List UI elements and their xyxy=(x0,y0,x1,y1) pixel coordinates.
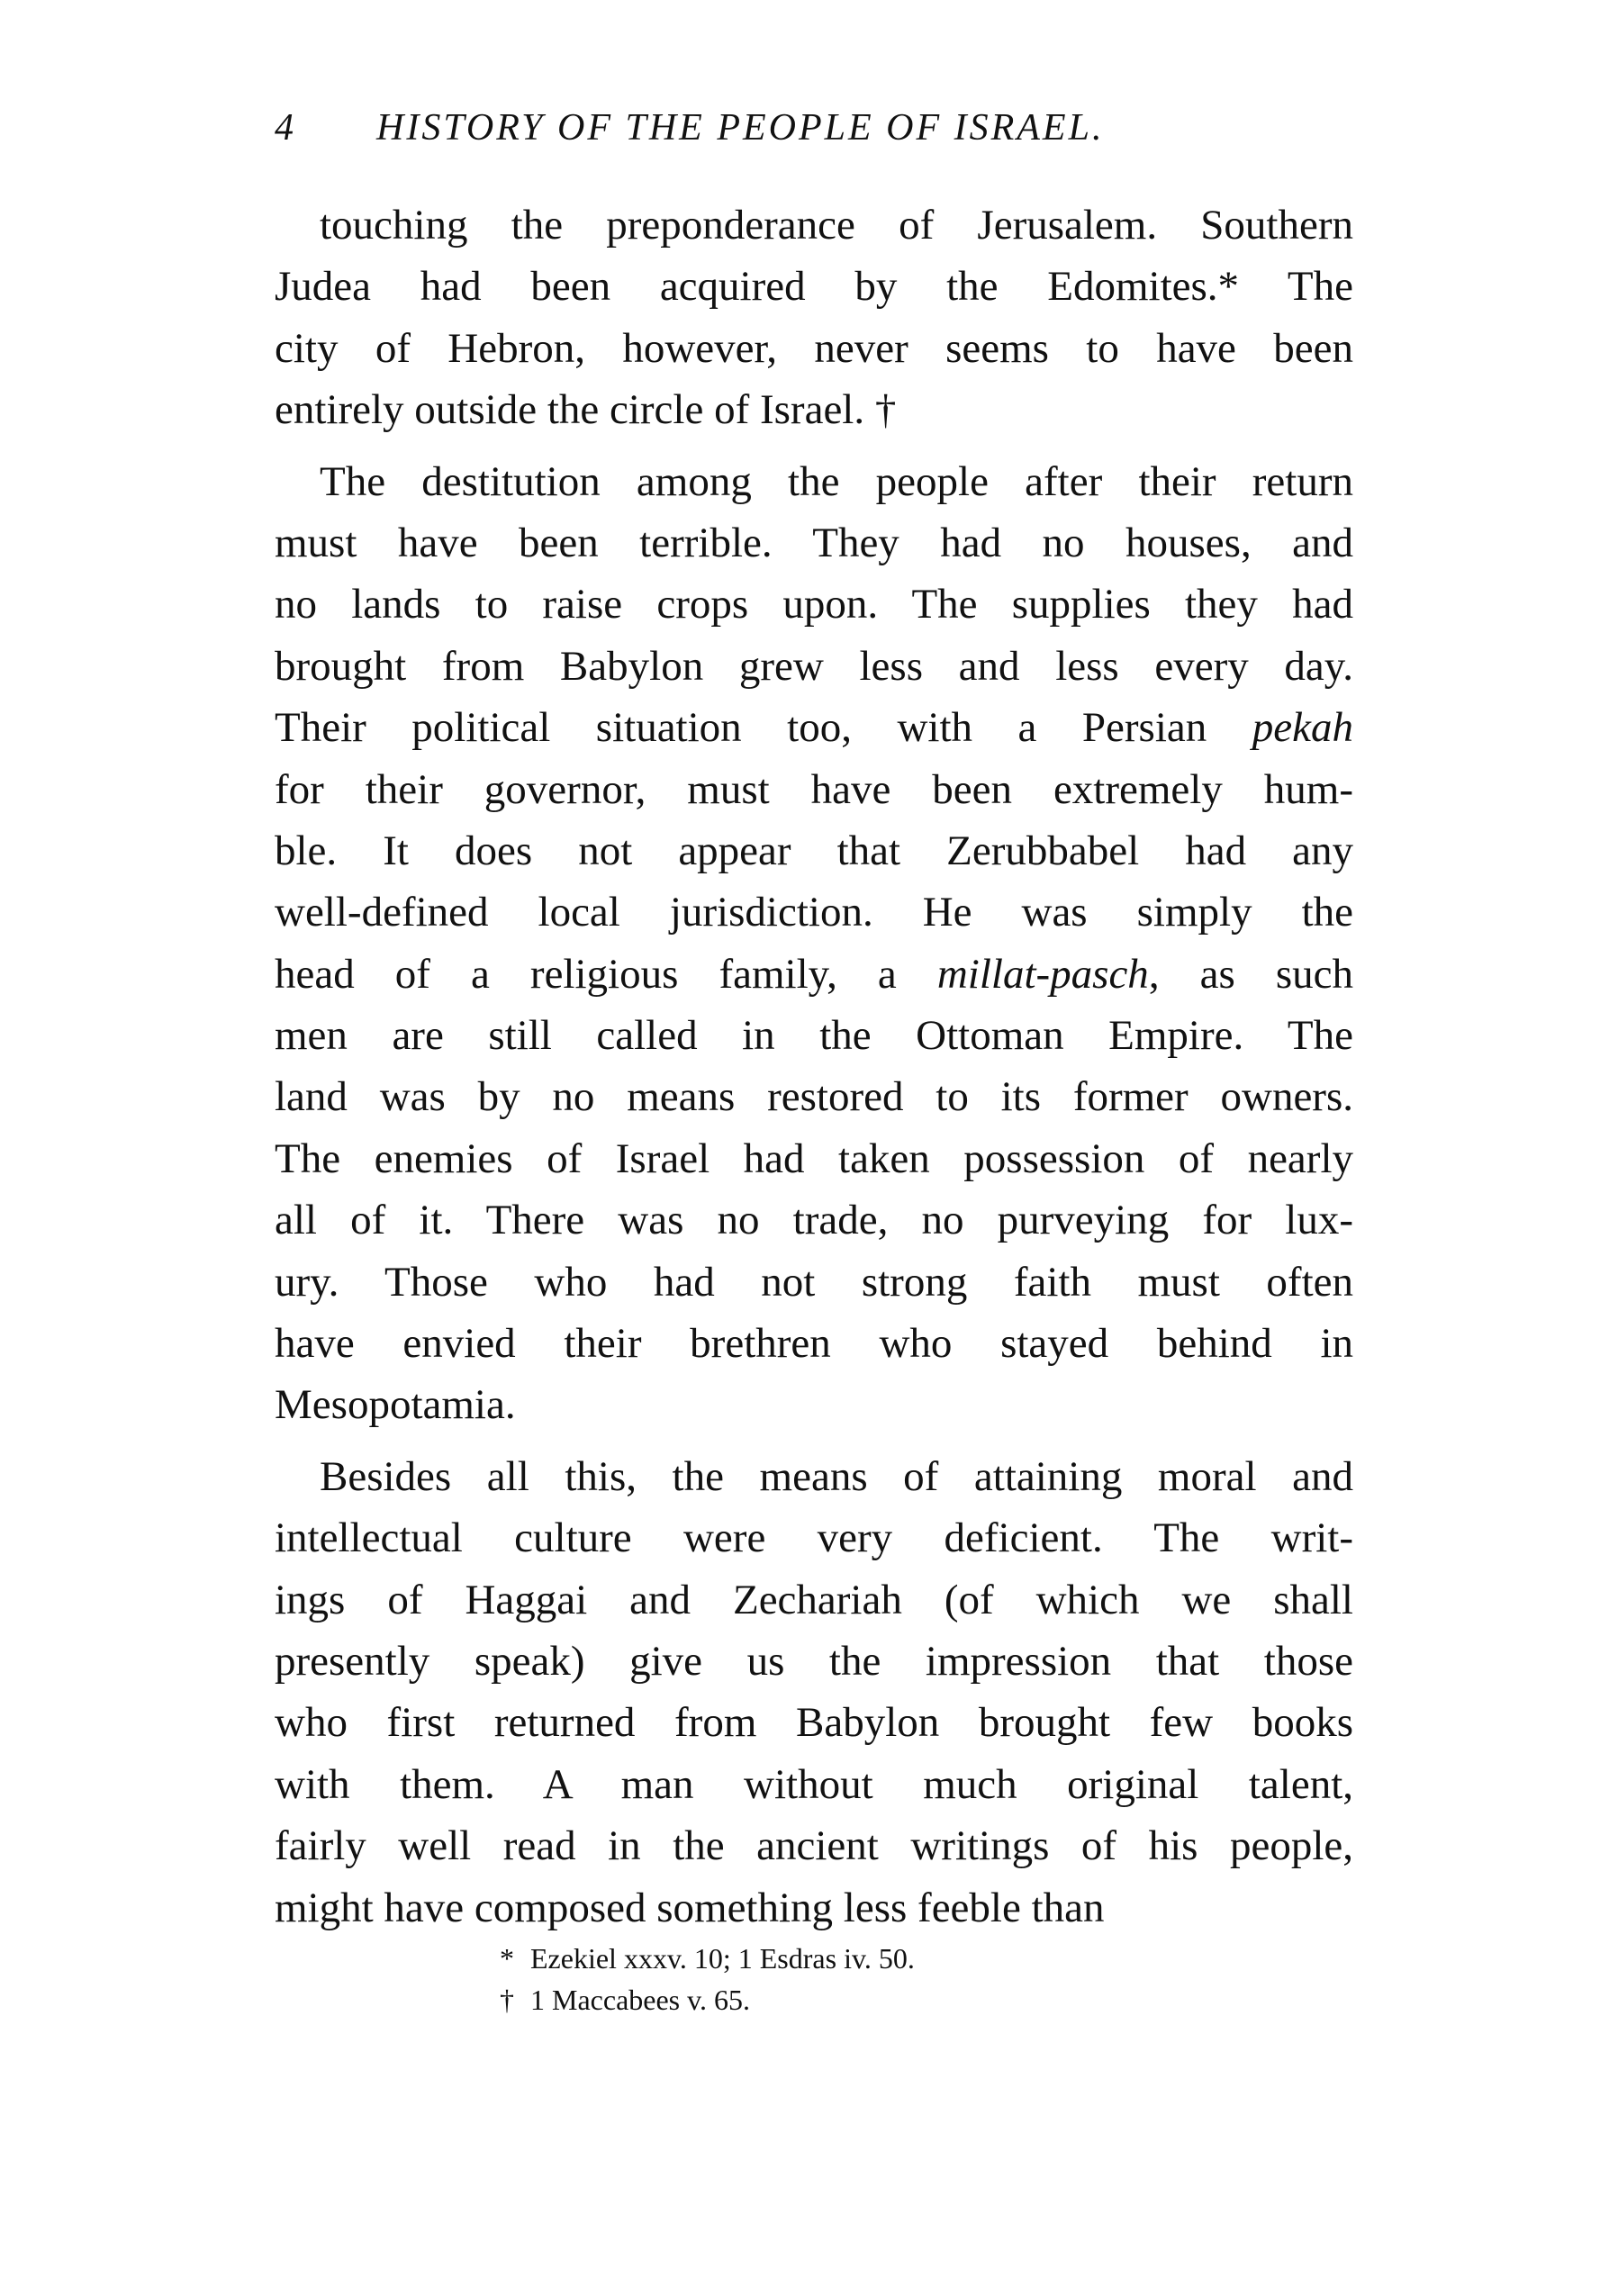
italic-term: pekah xyxy=(1252,704,1353,752)
text-line: men are still called in the Ottoman Empire. The xyxy=(275,1012,1353,1060)
footnote-text: Ezekiel xxxv. 10; 1 Esdras iv. 50. xyxy=(530,1942,915,1975)
footnote-mark: † xyxy=(500,1984,514,2016)
text-line: no lands to raise crops upon. The supplies they had xyxy=(275,581,1353,628)
text-line: Judea had been acquired by the Edomites.* The xyxy=(275,263,1353,311)
body-text xyxy=(275,194,1353,1939)
text-line: entirely outside the circle of Israel. † xyxy=(275,386,897,434)
footnote-mark: * xyxy=(500,1942,514,1975)
text-line: have envied their brethren who stayed behind in xyxy=(275,1320,1353,1368)
text-line: fairly well read in the ancient writings of his people, xyxy=(275,1822,1353,1870)
text-line: Mesopotamia. xyxy=(275,1381,516,1429)
text-line: ings of Haggai and Zechariah (of which we shall xyxy=(275,1576,1353,1623)
text-line: head of a religious family, a millat-pasch, as such xyxy=(275,950,1353,998)
italic-term: millat-pasch xyxy=(936,950,1149,998)
page-number: 4 xyxy=(275,107,294,149)
paragraph-2 xyxy=(275,451,1353,1436)
paragraph-1 xyxy=(275,194,1353,441)
footnote xyxy=(500,1979,1130,2020)
text-line: Besides all this, the means of attaining moral and xyxy=(320,1452,1353,1500)
text-line: Their political situation too, with a Persian pekah xyxy=(275,704,1353,752)
text-line: ble. It does not appear that Zerubbabel had any xyxy=(275,827,1353,874)
text-line: intellectual culture were very deficient. The writ- xyxy=(275,1514,1353,1562)
text-line: might have composed something less feeble than xyxy=(275,1884,1105,1931)
text-line: well-defined local jurisdiction. He was simply the xyxy=(275,889,1353,936)
footnote xyxy=(500,1938,1130,1979)
text-line: all of it. There was no trade, no purveying for lux- xyxy=(275,1197,1353,1244)
text-line: ury. Those who had not strong faith must often xyxy=(275,1258,1353,1306)
text-line: touching the preponderance of Jerusalem. Southern xyxy=(320,202,1353,249)
text-line: The enemies of Israel had taken possession of nearly xyxy=(275,1134,1353,1182)
footnotes xyxy=(500,1938,1130,2020)
text-line: with them. A man without much original talent, xyxy=(275,1760,1353,1808)
footnote-text: 1 Maccabees v. 65. xyxy=(530,1984,751,2016)
text-line: The destitution among the people after their return xyxy=(320,457,1353,505)
text-line: must have been terrible. They had no houses, and xyxy=(275,519,1353,566)
text-line: land was by no means restored to its former owners. xyxy=(275,1073,1353,1121)
text-line: who first returned from Babylon brought few books xyxy=(275,1699,1353,1747)
running-head: HISTORY OF THE PEOPLE OF ISRAEL. xyxy=(376,107,1105,149)
text-line: brought from Babylon grew less and less every day. xyxy=(275,642,1353,690)
text-line: for their governor, must have been extremely hum- xyxy=(275,765,1353,813)
page-header xyxy=(275,101,1355,155)
paragraph-3 xyxy=(275,1446,1353,1939)
text-line: presently speak) give us the impression that those xyxy=(275,1637,1353,1685)
text-line: city of Hebron, however, never seems to have been xyxy=(275,324,1353,372)
